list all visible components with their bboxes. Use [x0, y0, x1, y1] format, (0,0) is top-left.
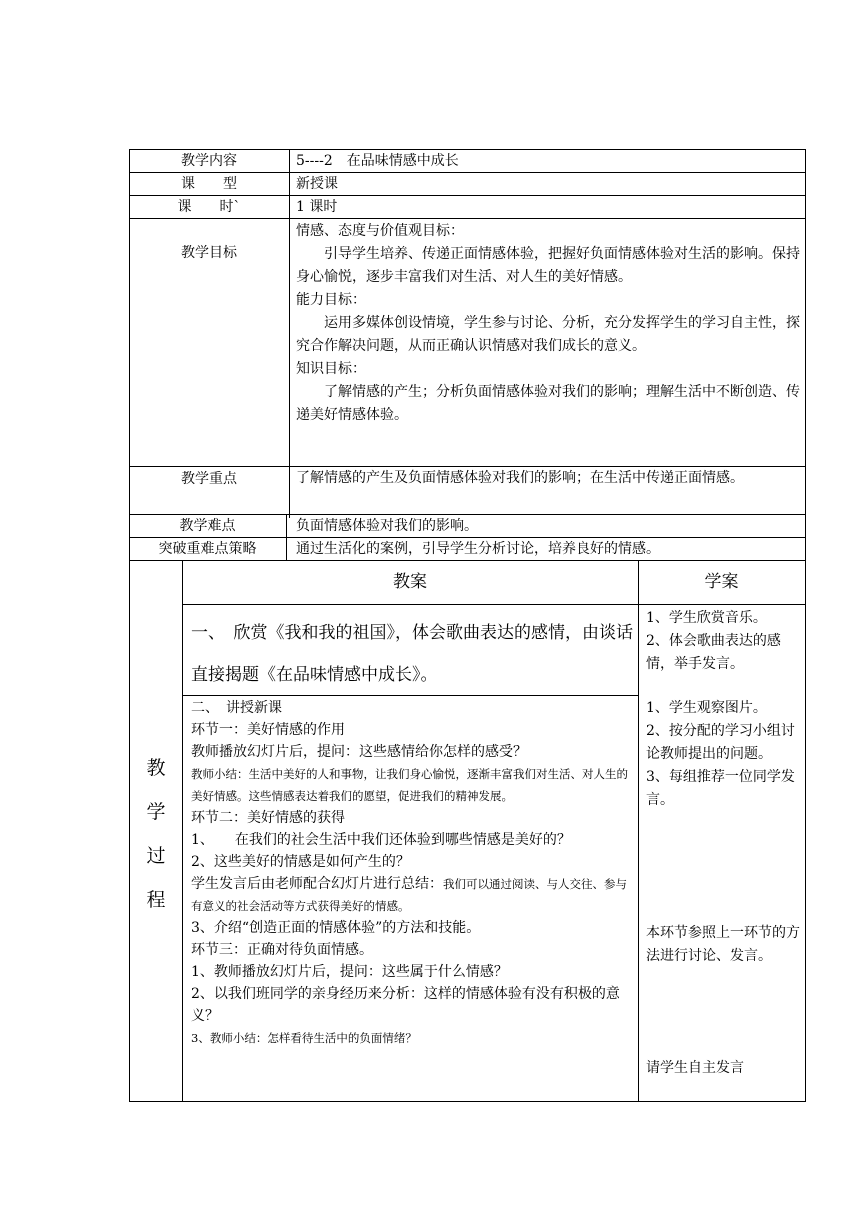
- strategy-value: 通过生活化的案例，引导学生分析讨论，培养良好的情感。: [296, 541, 660, 557]
- goals-heading-attitude: 情感、态度与价值观目标：: [296, 223, 464, 239]
- key-points-label: 教学重点: [181, 471, 237, 487]
- plan-section-title: 二、 讲授新课: [191, 700, 282, 716]
- process-label-char-3: 过: [146, 845, 166, 867]
- plan-step-2-title: 环节二：美好情感的获得: [191, 810, 345, 826]
- goals-label: 教学目标: [181, 245, 237, 261]
- study-item-discuss: 2、按分配的学习小组讨论教师提出的问题。: [646, 723, 795, 762]
- goals-text-attitude: 引导学生培养、传递正面情感体验，把握好负面情感体验对生活的影响。保持身心愉悦，逐步丰富我们对生活、对人生的美好情感。: [296, 246, 800, 285]
- plan-step-3-q1: 1、教师播放幻灯片后，提问：这些属于什么情感？: [191, 964, 508, 980]
- period-value: 1 课时: [296, 199, 338, 215]
- content-label: 教学内容: [181, 153, 237, 169]
- plan-step-2-q1: 1、 在我们的社会生活中我们还体验到哪些情感是美好的？: [191, 832, 571, 848]
- plan-step-2-summary-text: 我们可以通过阅读、与人交往、参与有意义的社会活动等方式获得美好的情感。: [191, 877, 627, 913]
- difficulty-label: 教学难点: [179, 518, 236, 534]
- goals-text: [296, 220, 800, 427]
- study-item-present: 3、每组推荐一位同学发言。: [646, 769, 795, 808]
- process-label-char-4: 程: [146, 889, 166, 911]
- plan-step-2-method: 3、介绍“创造正面的情感体验”的方法和技能。: [191, 920, 481, 936]
- intro-section: 一、 欣赏《我和我的祖国》，体会歌曲表达的感情，由谈话直接揭题《在品味情感中成长》。: [191, 623, 633, 685]
- study-item-listen: 1、学生欣赏音乐。: [646, 610, 767, 626]
- study-item-observe: 1、学生观察图片。: [646, 700, 767, 716]
- period-label: 课 时`: [177, 199, 241, 215]
- plan-step-1-title: 环节一：美好情感的作用: [191, 722, 345, 738]
- process-label-char-2: 学: [146, 801, 166, 823]
- plan-step-3-summary: 3、教师小结：怎样看待生活中的负面情绪？: [191, 1031, 417, 1045]
- plan-step-2-summary-lead: 学生发言后由老师配合幻灯片进行总结：: [191, 876, 443, 892]
- study-block-1: [646, 607, 800, 676]
- strategy-label: 突破重难点策略: [158, 541, 257, 557]
- study-block-2: [646, 697, 800, 812]
- content-value: 5----2 在品味情感中成长: [296, 153, 459, 169]
- key-points-value: 了解情感的产生及负面情感体验对我们的影响；在生活中传递正面情感。: [296, 470, 744, 486]
- plan-step-2-summary: [191, 873, 633, 917]
- type-value: 新授课: [296, 176, 338, 192]
- type-label: 课 型: [181, 176, 237, 192]
- study-header: 学案: [704, 572, 739, 592]
- study-block-4: 请学生自主发言: [646, 1060, 744, 1076]
- plan-body: [191, 697, 633, 1049]
- plan-step-3-title: 环节三：正确对待负面情感。: [191, 942, 373, 958]
- goals-heading-knowledge: 知识目标：: [296, 361, 366, 377]
- goals-text-ability: 运用多媒体创设情境，学生参与讨论、分析，充分发挥学生的学习自主性，探究合作解决问题，从而正确认识情感对我们成长的意义。: [296, 315, 800, 354]
- study-block-3: 本环节参照上一环节的方法进行讨论、发言。: [646, 925, 800, 964]
- process-label-char-1: 教: [146, 757, 166, 779]
- plan-header: 教案: [393, 572, 427, 592]
- plan-step-1-summary: 教师小结：生活中美好的人和事物，让我们身心愉悦，逐渐丰富我们对生活、对人生的美好情感。这些情感表达着我们的愿望，促进我们的精神发展。: [191, 767, 628, 803]
- goals-text-knowledge: 了解情感的产生；分析负面情感体验对我们的影响；理解生活中不断创造、传递美好情感体验。: [296, 384, 800, 423]
- difficulty-value: 负面情感体验对我们的影响。: [296, 518, 478, 534]
- plan-step-3-q2: 2、以我们班同学的亲身经历来分析：这样的情感体验有没有积极的意义？: [191, 986, 620, 1024]
- plan-step-2-q2: 2、这些美好的情感是如何产生的？: [191, 854, 410, 870]
- plan-step-1-question: 教师播放幻灯片后，提问：这些感情给你怎样的感受？: [191, 744, 527, 760]
- study-item-feel: 2、体会歌曲表达的感情，举手发言。: [646, 633, 781, 672]
- goals-heading-ability: 能力目标：: [296, 292, 366, 308]
